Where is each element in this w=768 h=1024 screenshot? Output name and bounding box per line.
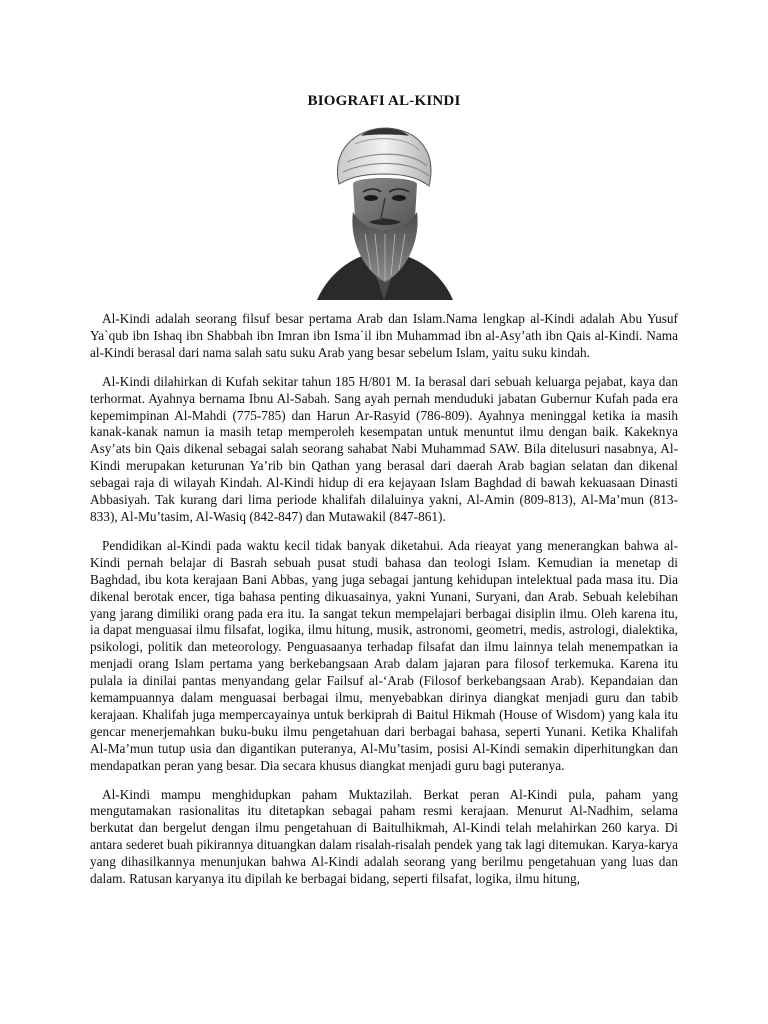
paragraph-2: Al-Kindi dilahirkan di Kufah sekitar tahun 185 H/801 M. Ia berasal dari sebuah keluarga pejabat, kaya dan terhormat. Ayahnya bernama Ibnu Al-Sabah. Sang ayah pernah menduduki jabatan Gubernur Kufah pada era kepemimpinan Al-Mahdi (775-785) dan Harun Ar-Rasyid (786-809). Ayahnya meninggal ketika ia masih kanak-kanak namun ia masih tetap memperoleh kesempatan untuk menuntut ilmu dengan baik. Kakeknya Asy’ats bin Qais dikenal sebagai salah seorang sahabat Nabi Muhammad SAW. Bila ditelusuri nasabnya, Al-Kindi merupakan keturunan Ya’rib bin Qathan yang berasal dari daerah Arab bagian selatan dan dikenal sebagai raja di wilayah Kindah. Al-Kindi hidup di era kejayaan Islam Baghdad di bawah kekuasaan Dinasti Abbasiyah. Tak kurang dari lima periode khalifah dilaluinya yakni, Al-Amin (809-813), Al-Ma’mun (813-833), Al-Mu’tasim, Al-Wasiq (842-847) dan Mutawakil (847-861). xyxy=(90,373,678,524)
body-text xyxy=(90,311,678,900)
portrait-image xyxy=(309,122,459,300)
document-title: BIOGRAFI AL-KINDI xyxy=(307,93,461,109)
paragraph-4: Al-Kindi mampu menghidupkan paham Muktazilah. Berkat peran Al-Kindi pula, paham yang mengutamakan rasionalitas itu ditetapkan sebagai paham resmi kerajaan. Menurut Al-Nadhim, selama berkutat dan bergelut dengan ilmu pengetahuan di Baitulhikmah, Al-Kindi telah melahirkan 260 karya. Di antara sederet buah pikirannya dituangkan dalam risalah-risalah pendek yang tak lagi ditemukan. Karya-karya yang dihasilkannya menunjukan bahwa Al-Kindi adalah seorang yang berilmu pengetahuan yang luas dan dalam. Ratusan karyanya itu dipilah ke berbagai bidang, seperti filsafat, logika, ilmu hitung, xyxy=(90,786,678,887)
paragraph-3: Pendidikan al-Kindi pada waktu kecil tidak banyak diketahui. Ada rieayat yang menerangkan bahwa al-Kindi pernah belajar di Basrah sebuah pusat studi bahasa dan teologi Islam. Kemudian ia menetap di Baghdad, ibu kota kerajaan Bani Abbas, yang juga sebagai jantung kehidupan intelektual pada masa itu. Dia dikenal berotak encer, tiga bahasa penting dikuasainya, yakni Yunani, Suryani, dan Arab. Sebuah kelebihan yang jarang dimiliki orang pada era itu. Ia sangat tekun mempelajari berbagai disiplin ilmu. Oleh karena itu, ia dapat menguasai ilmu filsafat, logika, ilmu hitung, musik, astronomi, geometri, medis, astrologi, dialektika, psikologi, politik dan meteorology. Penguasaanya terhadap filsafat dan ilmu lainnya telah menempatkan ia menjadi orang Islam pertama yang berkebangsaan Arab dalam jajaran para filosof terkemuka. Karena itu pulala ia dinilai pantas menyandang gelar Failsuf al-‘Arab (Filosof berkebangsaan Arab). Kepandaian dan kemampuannya dalam menguasai berbagai ilmu, menyebabkan dirinya diangkat menjadi guru dan tabib kerajaan. Khalifah juga mempercayainya untuk berkiprah di Baitul Hikmah (House of Wisdom) yang kala itu gencar menerjemahkan buku-buku ilmu pengetahuan dari berbagai bahasa, seperti Yunani. Ketika Khalifah Al-Ma’mun tutup usia dan digantikan puteranya, Al-Mu’tasim, posisi Al-Kindi semakin diperhitungkan dan mendapatkan peran yang besar. Dia secara khusus diangkat menjadi guru bagi puteranya. xyxy=(90,537,678,773)
paragraph-1: Al-Kindi adalah seorang filsuf besar pertama Arab dan Islam.Nama lengkap al-Kindi adalah Abu Yusuf Ya`qub ibn Ishaq ibn Shabbah ibn Imran ibn Isma`il ibn Muhammad ibn al-Asy’ath ibn Qais al-Kindi. Nama al-Kindi berasal dari nama salah satu suku Arab yang besar sebelum Islam, yaitu suku kindah. xyxy=(90,311,678,360)
